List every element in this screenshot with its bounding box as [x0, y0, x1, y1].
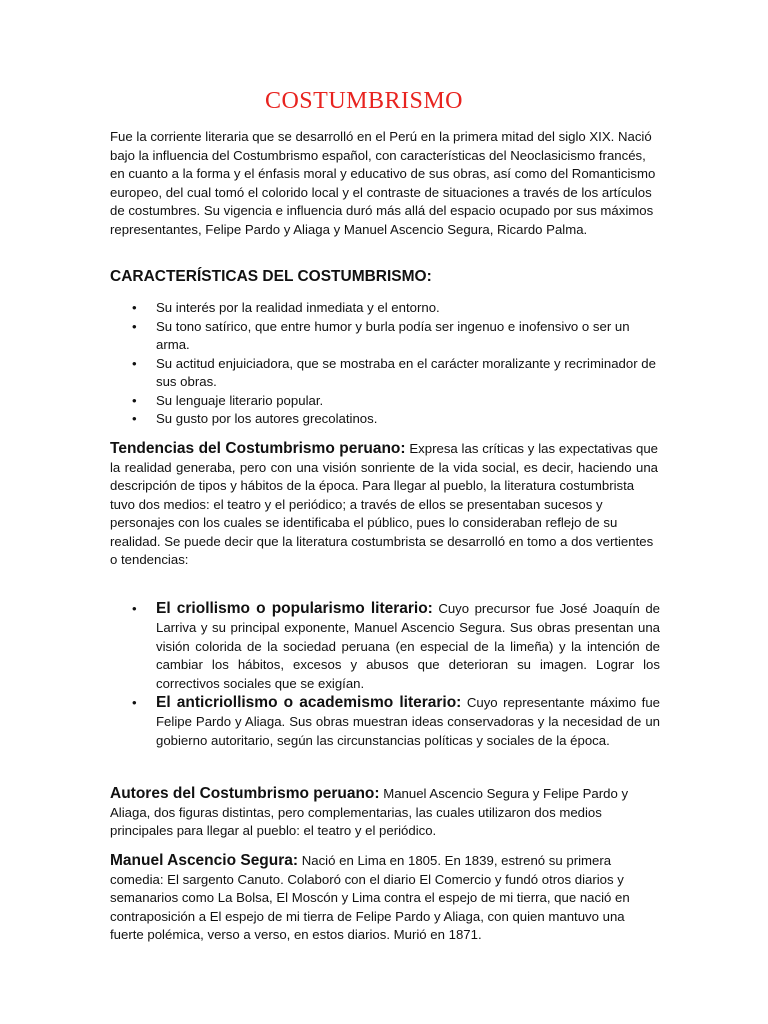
authors-text: Manuel Ascencio Segura y Felipe Pardo y Aliaga, dos figuras distintas, pero complementarias, las cuales utilizaron dos medios principales para llegar al pueblo: el teatro y el periódico.: [110, 786, 629, 838]
list-item: [0, 355, 768, 392]
document-title: COSTUMBRISMO: [264, 88, 464, 114]
bullet-icon: •: [132, 601, 137, 616]
list-item: [0, 694, 768, 750]
list-item-text: Su interés por la realidad inmediata y el entorno.: [156, 300, 440, 315]
list-item-text: Su lenguaje literario popular.: [156, 392, 324, 408]
list-item: [0, 410, 768, 429]
list-item-text: Cuyo precursor fue José Joaquín de Larriva y su principal exponente, Manuel Ascencio Segura. Sus obras presentan una visión colorida de la sociedad peruana (en especial de la limeña) y la intención de cambiar los hábitos, excesos y abusos que deterioran su imagen. Lograr los correctivos sociales que se exigían.: [156, 601, 660, 692]
list-item: [0, 392, 768, 411]
segura-paragraph: [110, 852, 658, 945]
characteristics-heading: CARACTERÍSTICAS DEL COSTUMBRISMO:: [110, 268, 432, 285]
list-item-text: Su tono satírico, que entre humor y burla podía ser ingenuo e inofensivo o ser un arma.: [156, 318, 630, 352]
list-item: [0, 318, 768, 355]
authors-paragraph: [110, 785, 658, 841]
tendencies-paragraph: [110, 440, 658, 570]
bullet-icon: •: [132, 355, 137, 371]
authors-heading: Autores del Costumbrismo peruano:: [110, 785, 380, 802]
list-item-lead: El anticriollismo o academismo literario:: [156, 693, 462, 711]
list-item-lead: El criollismo o popularismo literario:: [156, 600, 433, 617]
segura-text: Nació en Lima en 1805. En 1839, estrenó su primera comedia: El sargento Canuto. Colaboró con el diario El Comercio y fundó otros diarios y semanarios como La Bolsa, El Moscón y Lima contra el espejo de mi tierra, que nació en contraposición a El espejo de mi tierra de Felipe Pardo y Aliaga, con quien mantuvo una fuerte polémica, verso a verso, en estos diarios. Murió en 1871.: [110, 853, 630, 942]
intro-paragraph: Fue la corriente literaria que se desarrolló en el Perú en la primera mitad del siglo XIX. Nació bajo la influencia del Costumbrismo español, con características del Neoclasicismo francés, en cuanto a la forma y el énfasis moral y educativo de sus obras, así como del Romanticismo europeo, del cual tomó el colorido local y el contraste de situaciones a través de los artículos de costumbres. Su vigencia e influencia duró más allá del espacio ocupado por sus máximos representantes, Felipe Pardo y Aliaga y Manuel Ascencio Segura, Ricardo Palma.: [110, 129, 656, 237]
list-item-text: Su actitud enjuiciadora, que se mostraba en el carácter moralizante y recriminador de sus obras.: [156, 355, 656, 389]
list-item-text: Cuyo representante máximo fue Felipe Pardo y Aliaga. Sus obras muestran ideas conservadoras y la necesidad de un gobierno autoritario, según las circunstancias políticas y sociales de la época.: [156, 694, 660, 748]
segura-heading: Manuel Ascencio Segura:: [110, 852, 299, 869]
list-item: [0, 299, 768, 318]
tendencies-list: [0, 600, 768, 750]
bullet-icon: •: [132, 694, 137, 710]
tendencies-text: Expresa las críticas y las expectativas que la realidad generaba, pero con una visión sonriente de la vida social, es decir, haciendo una descripción de tipos y hábitos de la época. Para llegar al pueblo, la literatura costumbrista: [110, 441, 658, 493]
bullet-icon: •: [132, 300, 137, 315]
bullet-icon: •: [132, 318, 137, 334]
tendencies-text-continued: tuvo dos medios: el teatro y el periódico; a través de ellos se presentaban sucesos y personajes con los cuales se identificaba el público, pues lo consideraban reflejo de su realidad. Se puede decir que la literatura costumbrista se desarrolló en tomo a dos vertientes o tendencias:: [110, 496, 654, 567]
list-item-text: Su gusto por los autores grecolatinos.: [156, 411, 378, 426]
tendencies-heading: Tendencias del Costumbrismo peruano:: [110, 440, 406, 457]
list-item: [0, 600, 768, 694]
bullet-icon: •: [132, 411, 137, 426]
bullet-icon: •: [132, 392, 137, 408]
characteristics-list: [0, 299, 768, 429]
